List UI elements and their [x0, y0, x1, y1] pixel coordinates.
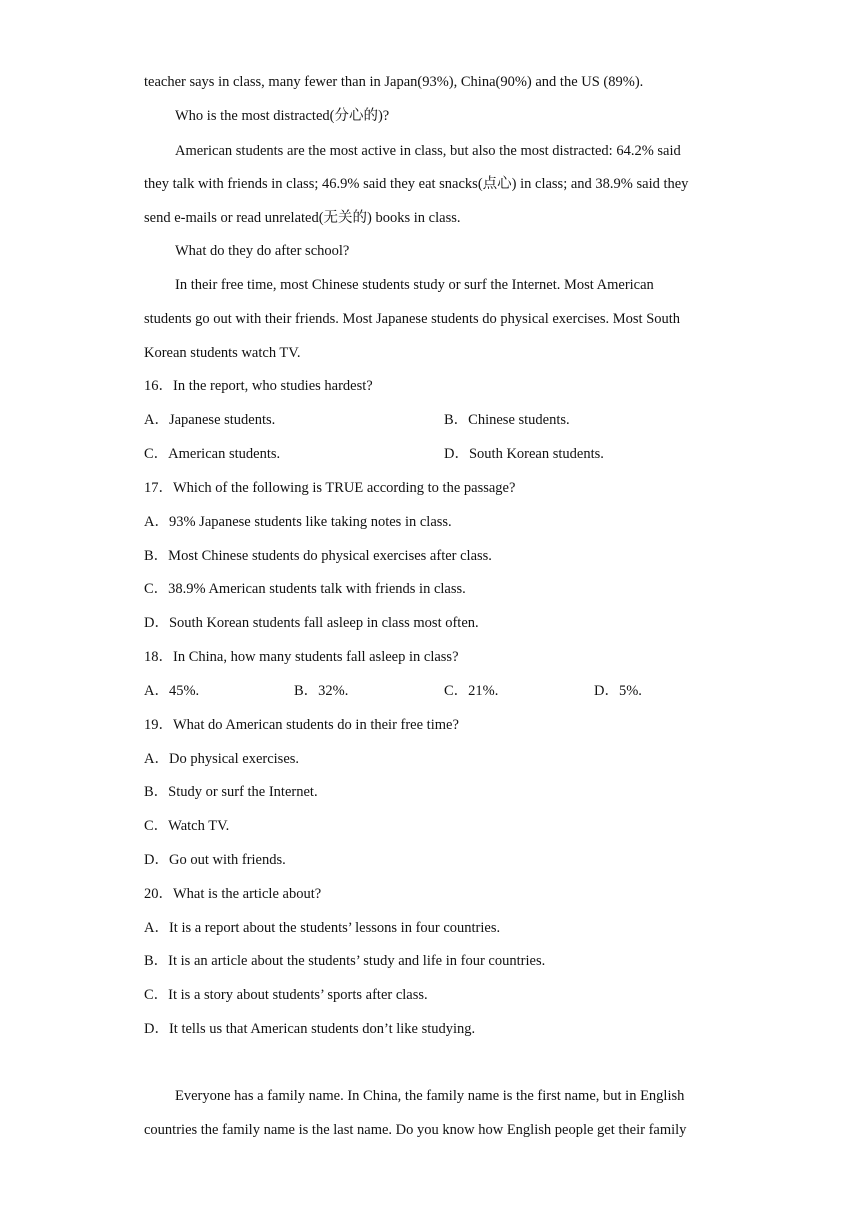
question-20-option-d: D．It tells us that American students don’t like studying.: [144, 1021, 476, 1037]
question-17-option-d: D．South Korean students fall asleep in class most often.: [144, 615, 479, 631]
question-20-stem: 20．What is the article about?: [144, 886, 322, 902]
question-16-stem: 16．In the report, who studies hardest?: [144, 378, 373, 394]
question-19-option-c: C．Watch TV.: [144, 818, 230, 834]
question-18-option-b: B．32%.: [294, 683, 349, 699]
question-19-option-a: A．Do physical exercises.: [144, 751, 300, 767]
question-19-option-b: B．Study or surf the Internet.: [144, 784, 318, 800]
question-17-option-a: A．93% Japanese students like taking notes in class.: [144, 514, 452, 530]
passage-line: Korean students watch TV.: [144, 345, 301, 361]
question-20-option-a: A．It is a report about the students’ lessons in four countries.: [144, 920, 501, 936]
passage-line: teacher says in class, many fewer than in Japan(93%), China(90%) and the US (89%).: [144, 74, 644, 90]
passage-subheading: Who is the most distracted(分心的)?: [175, 108, 390, 124]
question-16-option-c: C．American students.: [144, 446, 281, 462]
question-19-option-d: D．Go out with friends.: [144, 852, 286, 868]
passage-line: students go out with their friends. Most Japanese students do physical exercises. Most South: [144, 311, 681, 327]
question-18-option-a: A．45%.: [144, 683, 200, 699]
passage-line: American students are the most active in class, but also the most distracted: 64.2% said: [175, 143, 681, 159]
question-20-option-b: B．It is an article about the students’ study and life in four countries.: [144, 953, 546, 969]
question-17-option-b: B．Most Chinese students do physical exercises after class.: [144, 548, 492, 564]
question-17-option-c: C．38.9% American students talk with friends in class.: [144, 581, 466, 597]
question-18-option-d: D．5%.: [594, 683, 642, 699]
question-17-stem: 17．Which of the following is TRUE according to the passage?: [144, 480, 516, 496]
question-16-option-d: D．South Korean students.: [444, 446, 604, 462]
passage-line: In their free time, most Chinese students study or surf the Internet. Most American: [175, 277, 654, 293]
next-passage-line: countries the family name is the last name. Do you know how English people get their family: [144, 1122, 687, 1138]
passage-line: send e-mails or read unrelated(无关的) books in class.: [144, 210, 461, 226]
passage-line: they talk with friends in class; 46.9% said they eat snacks(点心) in class; and 38.9% said they: [144, 176, 689, 192]
passage-subheading: What do they do after school?: [175, 243, 350, 259]
question-16-option-a: A．Japanese students.: [144, 412, 276, 428]
question-19-stem: 19．What do American students do in their free time?: [144, 717, 459, 733]
question-18-stem: 18．In China, how many students fall asleep in class?: [144, 649, 459, 665]
question-18-option-c: C．21%.: [444, 683, 499, 699]
question-20-option-c: C．It is a story about students’ sports after class.: [144, 987, 428, 1003]
next-passage-line: Everyone has a family name. In China, the family name is the first name, but in English: [175, 1088, 685, 1104]
question-16-option-b: B．Chinese students.: [444, 412, 570, 428]
